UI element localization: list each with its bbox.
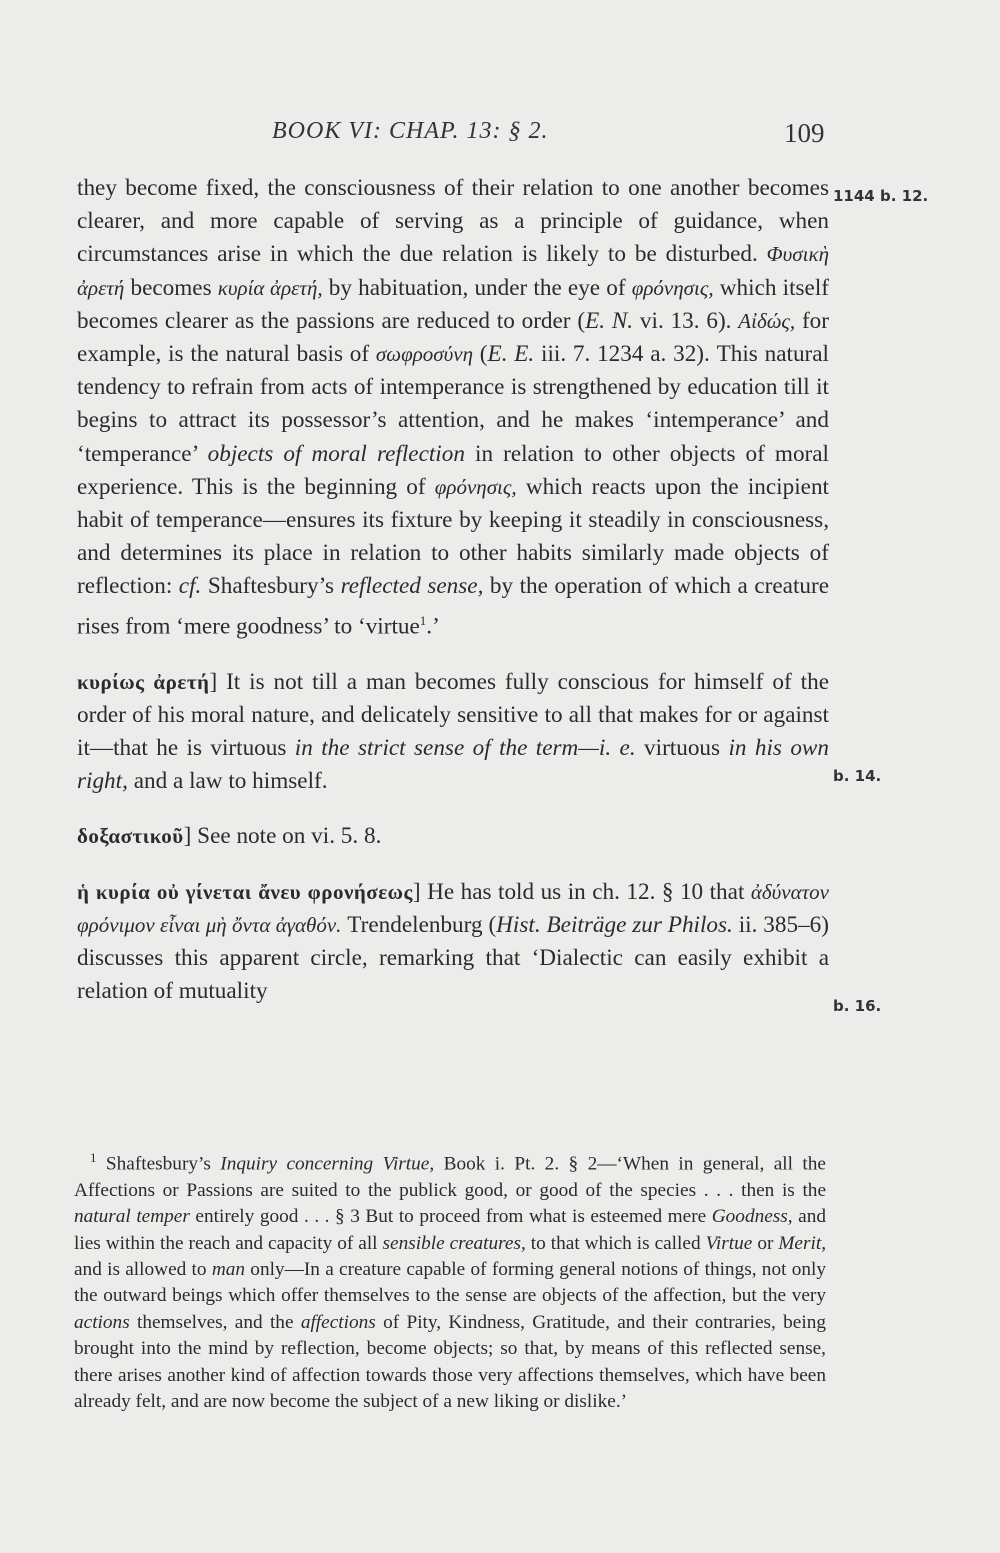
italic-text: in his own right, bbox=[77, 734, 829, 795]
text-run: virtuous bbox=[635, 734, 729, 761]
text-run: for example, is the natural basis of bbox=[77, 307, 829, 368]
text-run: becomes bbox=[124, 274, 218, 301]
italic-text: sensible creatures, bbox=[382, 1232, 526, 1254]
italic-text: actions bbox=[74, 1311, 130, 1333]
margin-reference: 1144 b. 12. bbox=[833, 187, 929, 205]
text-run: Book i. Pt. 2. § 2—‘When in general, all the Affections or Passions are suited to the publick good, or good of the species . . . then is the bbox=[74, 1153, 826, 1201]
text-run: ] He has told us in ch. 12. § 10 that bbox=[412, 878, 751, 905]
italic-text: Inquiry concerning Virtue, bbox=[220, 1153, 435, 1175]
text-run: only—In a creature capable of forming general notions of things, not only the outward beings which offer themselves to the sense are objects of the affection, but the very bbox=[74, 1259, 826, 1307]
running-title: BOOK VI: CHAP. 13: § 2. bbox=[272, 118, 549, 144]
italic-text: E. E. bbox=[487, 341, 535, 368]
text-run: vi. 13. 6). bbox=[633, 307, 739, 334]
text-run: .’ bbox=[426, 613, 440, 640]
italic-text: natural temper bbox=[74, 1206, 190, 1228]
greek-text: σωφροσύνη bbox=[375, 342, 474, 367]
italic-text: E. N. bbox=[585, 307, 634, 334]
running-header bbox=[0, 118, 1000, 158]
paragraph bbox=[77, 666, 829, 799]
footnote-marker: 1 bbox=[90, 1150, 97, 1165]
footnote bbox=[74, 1145, 826, 1415]
text-run: iii. 7. 1234 a. 32). This natural tendency to refrain from acts of intemperance is strengthened by education till it begins to attract its possessor’s attention, and he makes ‘intemperance’ and ‘temperance’ bbox=[77, 341, 829, 467]
greek-text: Φυσικὴ ἀρετή bbox=[77, 242, 829, 300]
text-run: to that which is called bbox=[525, 1232, 706, 1254]
text-run: in relation to other objects of moral experience. This is the beginning of bbox=[77, 440, 829, 500]
text-run: themselves, and the bbox=[129, 1311, 301, 1333]
footnotes bbox=[74, 1145, 826, 1415]
text-run: ] It is not till a man becomes fully conscious for himself of the order of his moral nature, and delicately sensitive to all that makes for or against it—that he is virtuous bbox=[77, 668, 829, 761]
italic-text: cf. bbox=[178, 573, 202, 600]
text-run: they become fixed, the consciousness of their relation to one another becomes clearer, and more capable of serving as a principle of guidance, when circumstances arise in which the due relation is likely to be disturbed. bbox=[77, 175, 829, 268]
greek-text: κυρία ἀρετή, bbox=[217, 275, 323, 300]
paragraph bbox=[77, 172, 829, 644]
text-run: which reacts upon the incipient habit of temperance—ensures its fixture by keeping it steadily in consciousness, and determines its place in relation to other habits similarly made objects of reflection: bbox=[77, 473, 829, 600]
text-run: and a law to himself. bbox=[127, 768, 328, 795]
paragraph bbox=[77, 820, 829, 853]
text-run: Shaftesbury’s bbox=[201, 573, 341, 600]
text-run: and is allowed to bbox=[74, 1259, 212, 1281]
text-run: by the operation of which a creature rises from ‘mere goodness’ to ‘virtue bbox=[77, 573, 829, 640]
italic-text: objects of moral reflection bbox=[207, 440, 465, 467]
margin-reference: b. 14. bbox=[833, 767, 882, 785]
text-run: by habituation, under the eye of bbox=[322, 274, 632, 301]
italic-text: man bbox=[211, 1259, 246, 1281]
italic-text: Hist. Beiträge zur Philos. bbox=[496, 911, 733, 938]
page-number: 109 bbox=[784, 118, 825, 148]
lemma: δοξαστικοῦ bbox=[77, 824, 184, 849]
greek-text: Αἰδώς, bbox=[738, 308, 796, 333]
text-run: which itself becomes clearer as the passions are reduced to order ( bbox=[77, 274, 830, 334]
text-run: ii. 385–6) discusses this apparent circle, remarking that ‘Dialectic can easily exhibit a relation of mutuality bbox=[77, 911, 829, 1005]
text-run: ] See note on vi. 5. 8. bbox=[183, 823, 382, 850]
lemma: ἡ κυρία οὐ γίνεται ἄνευ φρονήσεως bbox=[77, 879, 413, 904]
text-run: ( bbox=[473, 341, 488, 368]
italic-text: Virtue bbox=[705, 1232, 753, 1254]
greek-text: φρόνησις, bbox=[631, 275, 714, 300]
text-run: Trendelenburg ( bbox=[341, 911, 497, 938]
greek-text: ἀδύνατον φρόνιμον εἶναι μὴ ὄντα ἀγαθόν. bbox=[77, 879, 829, 937]
text-run: and lies within the reach and capacity of all bbox=[74, 1206, 826, 1254]
italic-text: Merit, bbox=[778, 1232, 827, 1254]
italic-text: in the strict sense of the term—i. e. bbox=[294, 734, 636, 761]
text-run: Shaftesbury’s bbox=[96, 1153, 221, 1175]
italic-text: reflected sense, bbox=[340, 573, 484, 600]
text-run: entirely good . . . § 3 But to proceed from what is esteemed mere bbox=[189, 1206, 712, 1228]
italic-text: Goodness, bbox=[711, 1206, 793, 1228]
text-run: or bbox=[752, 1232, 779, 1254]
lemma: κυρίως ἀρετή bbox=[77, 669, 210, 694]
main-text bbox=[77, 172, 929, 1015]
italic-text: affections bbox=[300, 1311, 376, 1333]
footnote-marker: 1 bbox=[419, 612, 427, 628]
margin-reference: b. 16. bbox=[833, 997, 882, 1015]
greek-text: φρόνησις, bbox=[434, 474, 517, 499]
text-run: of Pity, Kindness, Gratitude, and their contraries, being brought into the mind by reflection, become objects; so that, by means of this reflected sense, there arises another kind of affection towards those very affections themselves, which have been already felt, and are now become the subject of a new liking or dislike.’ bbox=[74, 1311, 826, 1413]
paragraph bbox=[77, 876, 829, 1009]
